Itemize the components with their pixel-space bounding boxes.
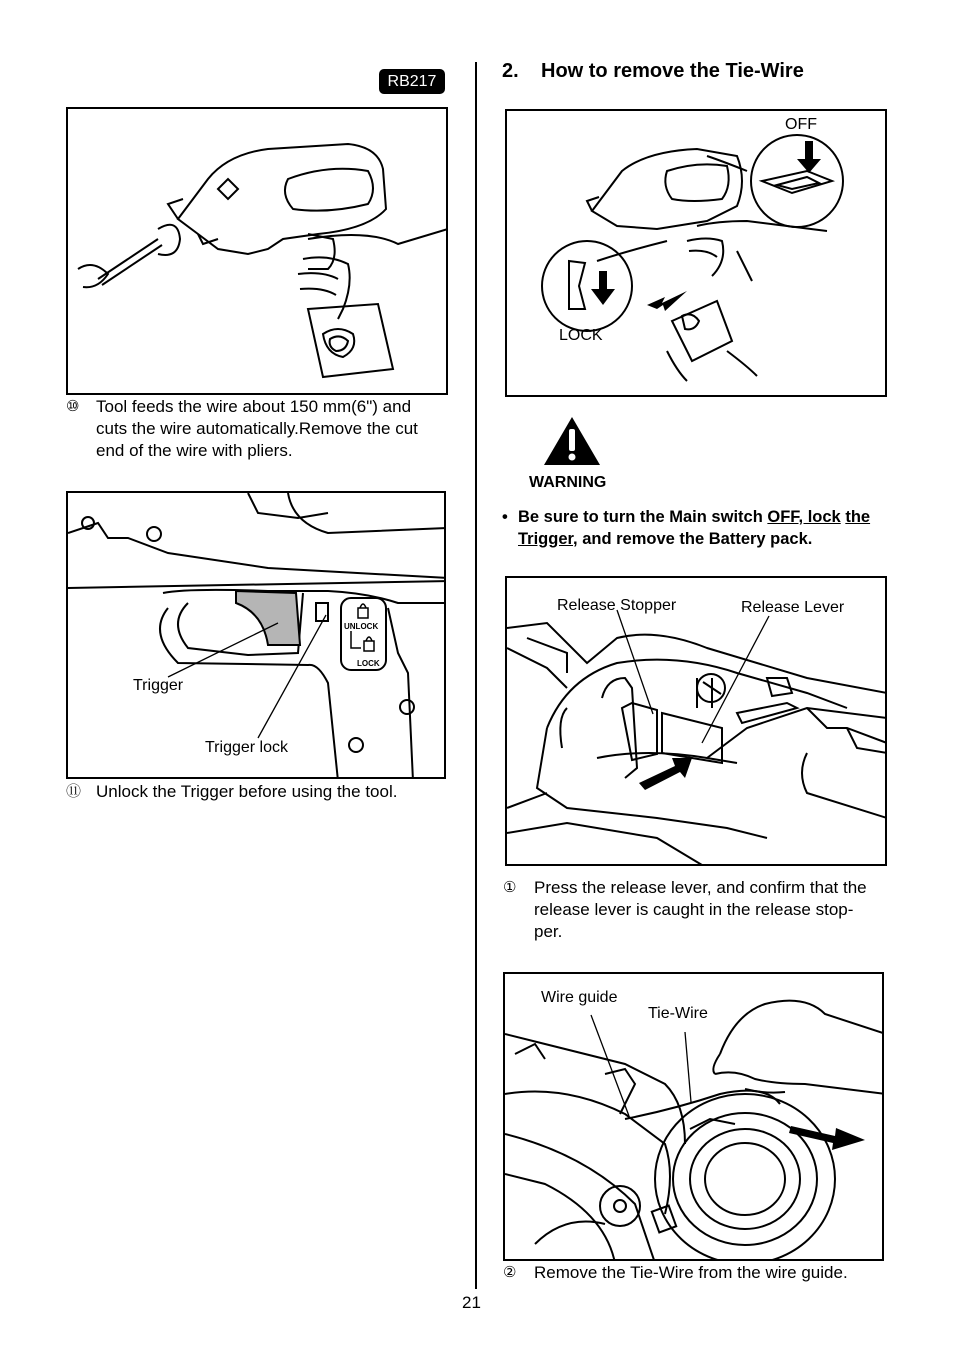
- warning-text-part1: Be sure to turn the Main switch: [518, 508, 768, 526]
- warning-text-underlined1: OFF, lock: [767, 508, 841, 526]
- lock-label: LOCK: [559, 327, 603, 344]
- warning-text-part2: , and remove the Battery pack.: [573, 530, 813, 548]
- trigger-lock-label: Trigger lock: [205, 739, 288, 756]
- caption-line: cuts the wire automatically.Remove the cut: [96, 419, 418, 438]
- warning-text-underlined2: the Trigger: [518, 508, 871, 548]
- section-number: 2.: [502, 60, 519, 82]
- trigger-label: Trigger: [133, 677, 184, 694]
- figure1-caption-number: ⑩: [66, 398, 80, 415]
- page-number: 21: [462, 1293, 481, 1312]
- model-badge: RB217: [379, 69, 445, 94]
- switch-off-lock-illustration: [507, 111, 887, 397]
- unlock-marking: UNLOCK: [344, 622, 379, 631]
- figure-remove-tie-wire: [503, 972, 884, 1261]
- bullet-dot: •: [502, 508, 508, 526]
- section-title: How to remove the Tie-Wire: [541, 60, 804, 82]
- figure-trigger-lock: [66, 491, 446, 779]
- caption-line: Tool feeds the wire about 150 mm(6") and: [96, 397, 412, 416]
- figure5-caption: Remove the Tie-Wire from the wire guide.: [534, 1263, 848, 1282]
- figure-switch-off-lock: [505, 109, 887, 397]
- figure-pliers-cut-wire: [66, 107, 448, 395]
- figure-release-lever: [505, 576, 887, 866]
- figure4-caption-number: ①: [503, 879, 517, 896]
- caption-line: per.: [534, 922, 563, 941]
- off-label: OFF: [785, 116, 817, 133]
- figure4-caption: [534, 877, 894, 943]
- figure2-caption-number: ⑪: [66, 783, 82, 800]
- section-heading: [502, 60, 804, 83]
- wire-guide-label: Wire guide: [541, 989, 618, 1006]
- column-divider: [475, 62, 477, 1289]
- pliers-tool-illustration: [68, 109, 448, 395]
- release-lever-illustration: [507, 578, 887, 866]
- lock-marking: LOCK: [357, 659, 380, 668]
- caption-line: Press the release lever, and confirm that the: [534, 878, 867, 897]
- figure5-caption-number: ②: [503, 1264, 517, 1281]
- release-lever-label: Release Lever: [741, 599, 845, 616]
- warning-icon: [542, 415, 602, 467]
- trigger-closeup-illustration: [68, 493, 446, 779]
- figure1-caption: [96, 396, 456, 462]
- figure2-caption: Unlock the Trigger before using the tool.: [96, 782, 398, 801]
- caption-line: end of the wire with pliers.: [96, 441, 293, 460]
- release-stopper-label: Release Stopper: [557, 597, 677, 614]
- tie-wire-label: Tie-Wire: [648, 1005, 708, 1022]
- warning-label: WARNING: [529, 474, 607, 491]
- warning-text: [518, 506, 890, 550]
- caption-line: release lever is caught in the release stop-: [534, 900, 854, 919]
